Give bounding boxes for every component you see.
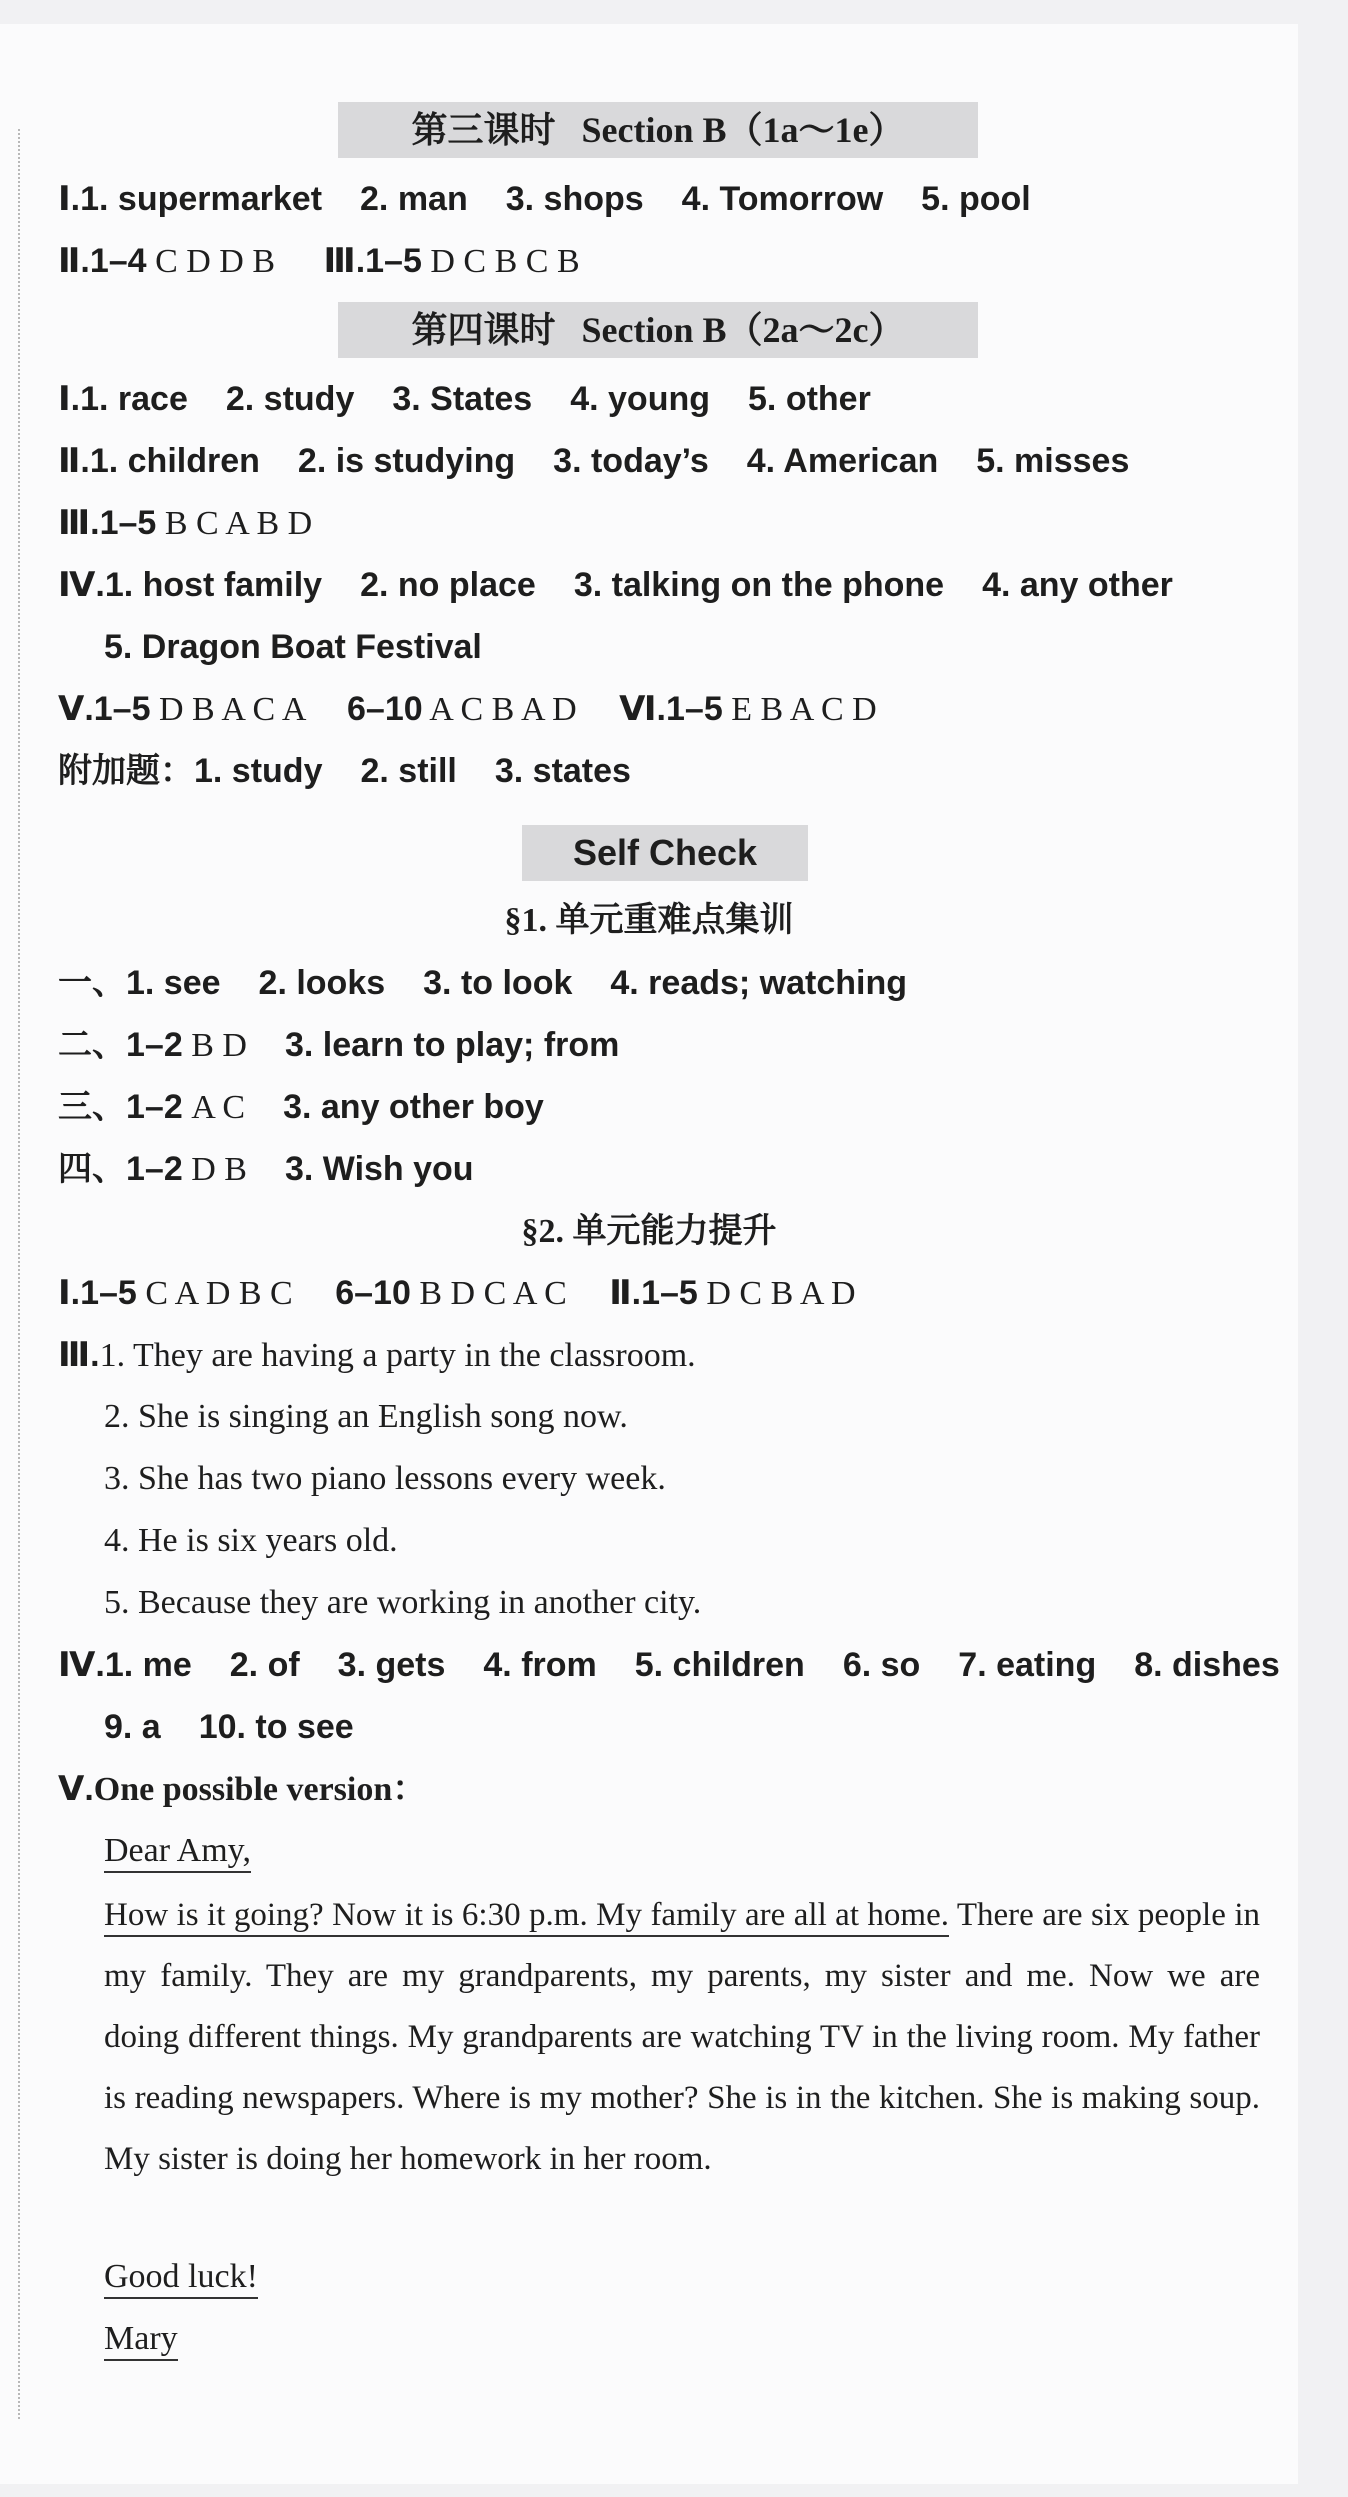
answer-item: 1. me (104, 1646, 192, 1684)
answer-item: 2. of (229, 1646, 300, 1684)
answer-letters: B D C A C (419, 1275, 567, 1312)
answer-line: Ⅱ.1. children 2. is studying 3. today’s 4. American 5. misses (58, 442, 1130, 480)
answer-item: 3. learn to play; from (284, 1026, 620, 1064)
answer-letters: D B A C A (159, 691, 305, 728)
answer-item: 7. eating (958, 1646, 1097, 1684)
writing-heading: One possible version： (93, 1771, 427, 1808)
answer-item: 3. States (392, 380, 533, 418)
answer-letters: A C (191, 1089, 246, 1126)
answer-line: Ⅴ.1–5 D B A C A 6–10 A C B A D Ⅵ.1–5 E B A C D (58, 690, 877, 728)
answer-item: 2. looks (258, 964, 386, 1002)
bonus-label: 附加题： (58, 751, 194, 791)
answer-line: Ⅰ.1–5 C A D B C 6–10 B D C A C Ⅱ.1–5 D C B A D (58, 1274, 856, 1312)
answer-line (104, 619, 482, 675)
answer-letters: C A D B C (145, 1275, 293, 1312)
section-header-lesson3 (338, 102, 978, 158)
answer-line: Ⅳ.1. host family 2. no place 3. talking on the phone 4. any other (58, 566, 1173, 604)
answer-item: 2. man (360, 180, 468, 218)
answer-item: 1. race (80, 380, 188, 418)
answer-item: 5. pool (921, 180, 1031, 218)
answer-sentence: 5. Because they are working in another city. (104, 1584, 702, 1621)
answer-item: 3. shops (505, 180, 644, 218)
answer-item: 2. no place (360, 566, 536, 604)
answer-item: 1. host family (104, 566, 323, 604)
answer-sentence: 4. He is six years old. (104, 1522, 398, 1559)
answer-item: 1. study (194, 752, 323, 790)
answer-sentence: 1. They are having a party in the classroom. (99, 1337, 696, 1374)
answer-letters: A C B A D (429, 691, 577, 728)
letter-greeting: Dear Amy, (104, 1823, 251, 1879)
answer-item: 3. Wish you (284, 1150, 474, 1188)
answer-item: 1. supermarket (80, 180, 323, 218)
answer-item: 3. talking on the phone (573, 566, 945, 604)
answer-item: 9. a (104, 1708, 161, 1746)
answer-line: Ⅴ.One possible version： (58, 1770, 427, 1808)
answer-letters: E B A C D (731, 691, 877, 728)
answer-item: 2. is studying (297, 442, 516, 480)
answer-item: 4. any other (982, 566, 1173, 604)
answer-item: 2. still (360, 752, 457, 790)
answer-item: 3. states (494, 752, 631, 790)
letter-signature: Mary (104, 2311, 178, 2367)
answer-line: Ⅲ.1–5 B C A B D (58, 504, 313, 542)
answer-sentence: 2. She is singing an English song now. (104, 1398, 628, 1435)
answer-line: 一、1. see 2. looks 3. to look 4. reads; watching (58, 963, 908, 1003)
answer-letters: D B (191, 1151, 247, 1188)
binding-margin-line (18, 129, 20, 2419)
answer-line: Ⅲ.1. They are having a party in the classroom. (58, 1336, 696, 1374)
answer-letters: D C B C B (430, 243, 580, 280)
answer-line: 四、1–2 D B 3. Wish you (58, 1149, 474, 1189)
answer-sentence: 3. She has two piano lessons every week. (104, 1460, 666, 1497)
answer-item: 5. children (634, 1646, 805, 1684)
answer-item: 10. to see (198, 1708, 354, 1746)
answer-letters: D C B A D (706, 1275, 856, 1312)
section-title: Section B（1a～1e） (581, 110, 905, 150)
section-header-lesson4 (338, 302, 978, 358)
answer-line: Ⅰ.1. race 2. study 3. States 4. young 5. other (58, 380, 871, 418)
answer-item: 4. Tomorrow (681, 180, 884, 218)
answer-line: 二、1–2 B D 3. learn to play; from (58, 1025, 620, 1065)
answer-item: 3. to look (423, 964, 573, 1002)
answer-item: 5. misses (976, 442, 1130, 480)
subsection-title-2: §2. 单元能力提升 (521, 1211, 777, 1251)
letter-body-text: There are six people in my family. They are my grandparents, my parents, my sister and me. Now we are doing different things. My grandparents are watching TV in the living room. My father is reading newspapers. Where is my mother? She is in the kitchen. She is making soup. My sister is doing her homework in her room. (104, 1897, 1260, 2177)
answer-item: 4. reads; watching (610, 964, 908, 1002)
answer-item: 1. children (89, 442, 260, 480)
answer-line: Ⅳ.1. me 2. of 3. gets 4. from 5. children 6. so 7. eating 8. dishes (58, 1646, 1280, 1684)
answer-item: 3. gets (337, 1646, 446, 1684)
answer-item: 4. American (746, 442, 939, 480)
subsection-title-1: §1. 单元重难点集训 (504, 900, 794, 940)
answer-item: 5. other (748, 380, 871, 418)
letter-body (104, 1885, 1260, 2190)
answer-line (104, 1699, 354, 1755)
answer-line: Ⅰ.1. supermarket 2. man 3. shops 4. Tomorrow 5. pool (58, 180, 1031, 218)
answer-item: 3. today’s (553, 442, 709, 480)
answer-line: Ⅱ.1–4 C D D B Ⅲ.1–5 D C B C B (58, 242, 580, 280)
answer-item: 1. see (126, 964, 221, 1002)
answer-letters: C D D B (155, 243, 276, 280)
answer-line (58, 743, 631, 799)
answer-item: 2. study (225, 380, 355, 418)
answer-item: 8. dishes (1134, 1646, 1280, 1684)
answer-item: 3. any other boy (283, 1088, 544, 1126)
self-check-header: Self Check (522, 825, 808, 881)
answer-item: 4. young (570, 380, 711, 418)
section-label: 第三课时 (411, 110, 556, 151)
underlined-opening: How is it going? Now it is 6:30 p.m. My family are all at home. (104, 1897, 949, 1937)
answer-item: 5. Dragon Boat Festival (104, 628, 482, 666)
letter-closing: Good luck! (104, 2249, 258, 2305)
answer-item: 4. from (483, 1646, 597, 1684)
answer-letters: B C A B D (164, 505, 313, 542)
section-label: 第四课时 (411, 310, 556, 351)
section-title: Section B（2a～2c） (581, 310, 905, 350)
answer-letters: B D (191, 1027, 247, 1064)
answer-line: 三、1–2 A C 3. any other boy (58, 1087, 544, 1127)
answer-item: 6. so (842, 1646, 921, 1684)
